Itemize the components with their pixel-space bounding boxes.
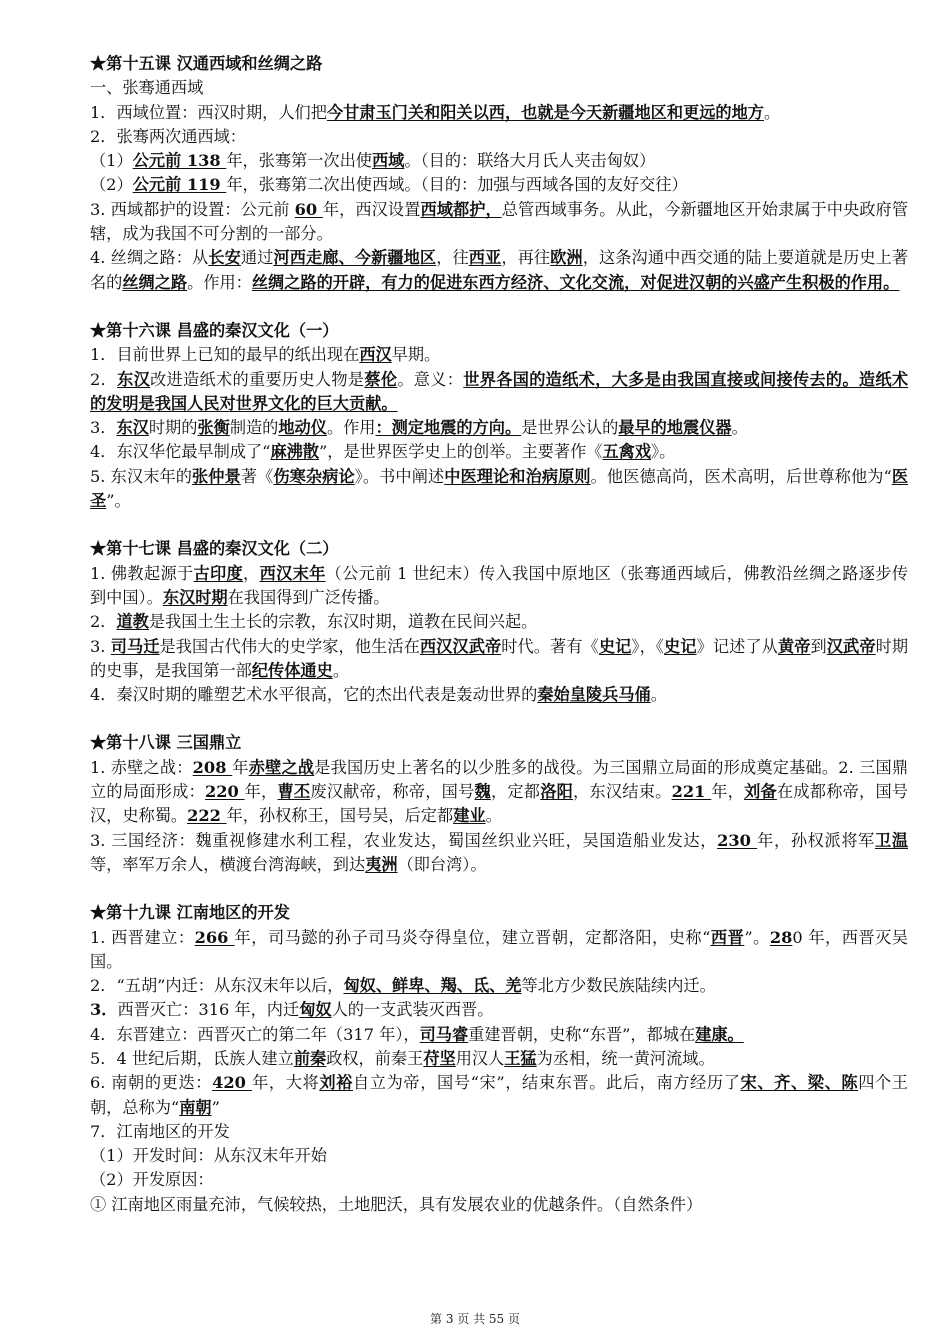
key-term: 卫温 — [874, 830, 909, 850]
paragraph — [90, 635, 908, 684]
text-run: 等，率军万余人，横渡台湾海峡，到达 — [90, 854, 366, 874]
key-term: 今甘肃玉门关和阳关以西，也就是今天新疆地区和更远的地方 — [326, 102, 764, 122]
text-run: 年，大将 — [252, 1073, 320, 1093]
key-term: 东汉时期 — [162, 587, 228, 607]
text-run: 3. 三国经济：魏重视修建水利工程，农业发达，蜀国丝织业兴旺，吴国造船业发达， — [90, 830, 718, 850]
key-term: 司马迁 — [110, 636, 160, 656]
page-footer: 第 3 页 共 55 页 — [430, 1312, 520, 1326]
text-run: 时代。著有《 — [501, 636, 599, 656]
text-run: 》。书中阐述 — [354, 466, 445, 486]
key-term: 五禽戏 — [602, 442, 652, 462]
key-term: 赤壁之战 — [248, 757, 315, 777]
paragraph — [90, 998, 908, 1022]
text-run: 废汉献帝，称帝，国号 — [310, 782, 475, 802]
text-run: 等北方少数民族陆续内迁。 — [521, 976, 716, 996]
text-run: 。作用： — [187, 272, 252, 292]
key-term: 欧洲 — [550, 248, 583, 268]
lesson-heading — [90, 537, 908, 561]
paragraph — [90, 465, 908, 514]
key-term: 西汉末年 — [259, 563, 326, 583]
key-term: 长安 — [208, 248, 241, 268]
lesson-heading — [90, 731, 908, 755]
key-term: 地动仪 — [278, 418, 327, 438]
text-run: 年，张骞第一次出使 — [226, 151, 372, 171]
key-term: 230 — [717, 830, 758, 850]
key-term: 建业 — [453, 806, 486, 826]
text-run: 时期的史事，是我国第一部 — [90, 636, 909, 680]
text-run: ”。 — [106, 491, 131, 511]
key-term: 宋、齐、梁、陈 — [740, 1073, 859, 1093]
text-run: 在成都称帝，国号汉，史称蜀。 — [90, 782, 909, 826]
text-run: 4. 丝绸之路：从 — [90, 248, 209, 268]
text-run: 》记述了从 — [696, 636, 778, 656]
paragraph — [90, 562, 908, 611]
key-term: 匈奴、鲜卑、羯、氐、羌 — [343, 976, 522, 996]
text-run: 。 — [332, 660, 349, 680]
key-term: 西域 — [372, 151, 405, 171]
text-run: 年，孙权派将军 — [757, 830, 875, 850]
text-run: （即台湾）。 — [397, 854, 487, 874]
key-term: 东汉 — [117, 369, 151, 389]
paragraph — [90, 1047, 908, 1071]
text-run: 四个王朝，总称为“ — [90, 1073, 908, 1117]
text-run: 著《 — [240, 466, 274, 486]
text-run: 7．江南地区的开发 — [90, 1121, 230, 1141]
text-run: 1. 佛教起源于 — [90, 563, 194, 583]
key-term: 西汉 — [359, 345, 392, 365]
text-run: 用汉人 — [455, 1048, 505, 1068]
document-page — [90, 52, 908, 1217]
text-run: 。 — [764, 102, 781, 122]
text-run: 2． — [90, 369, 118, 389]
text-run: 一、张骞通西域 — [90, 78, 204, 98]
paragraph — [90, 76, 908, 100]
paragraph — [90, 416, 908, 440]
text-run: 重建晋朝，史称“东晋”，都城在 — [468, 1024, 696, 1044]
text-run: 6. 南朝的更迭： — [90, 1073, 213, 1093]
key-term: 魏 — [474, 782, 491, 802]
key-term: 前秦 — [293, 1048, 327, 1068]
text-run: 为丞相，统一黄河流域。 — [536, 1048, 715, 1068]
paragraph — [90, 343, 908, 367]
key-term: 420 — [212, 1073, 253, 1093]
paragraph — [90, 149, 908, 173]
key-term: 220 — [204, 782, 245, 802]
paragraph — [90, 756, 908, 829]
key-term: 苻坚 — [423, 1048, 456, 1068]
key-term: 麻沸散 — [270, 442, 320, 462]
text-run: ，定都 — [490, 782, 541, 802]
key-term: 医圣 — [90, 466, 909, 511]
text-run: 。 — [731, 418, 748, 438]
text-run: 是我国历史上著名的以少胜多的战役。为三国鼎立局面的形成奠定基础。2. 三国鼎立的局面形成： — [90, 757, 909, 802]
text-run: 在我国得到广泛传播。 — [227, 587, 390, 607]
key-term: 黄帝 — [777, 636, 811, 656]
section-spacer — [90, 513, 908, 537]
paragraph — [90, 125, 908, 149]
key-term: 南朝 — [179, 1097, 212, 1117]
text-run: 2． — [90, 612, 117, 632]
text-run: 年 — [232, 757, 249, 777]
text-run: 年，张骞第二次出使西域。（目的：加强与西域各国的友好交往） — [226, 175, 688, 195]
text-run: 1．目前世界上已知的最早的纸出现在 — [90, 345, 360, 365]
text-run: ① 江南地区雨量充沛，气候较热，土地肥沃，具有发展农业的优越条件。（自然条件） — [90, 1194, 703, 1214]
key-term: 60 — [294, 199, 323, 219]
key-term: 道教 — [116, 612, 149, 632]
key-term: 西晋 — [710, 927, 745, 947]
text-run: ， — [243, 563, 260, 583]
paragraph — [90, 926, 908, 975]
text-run: 1. 赤壁之战： — [90, 757, 193, 777]
text-run: （2） — [90, 175, 133, 195]
text-run: 3． — [90, 418, 117, 438]
text-run: 是世界公认的 — [521, 418, 619, 438]
text-run: 。作用 — [326, 418, 376, 438]
key-term: 266 — [194, 927, 235, 947]
paragraph — [90, 1023, 908, 1047]
text-run: ★第十五课 汉通西域和丝绸之路 — [90, 54, 323, 73]
key-term: 公元前 119 — [132, 175, 227, 195]
text-run: 通过 — [240, 248, 274, 268]
key-term: 中医理论和治病原则 — [444, 466, 591, 486]
key-term: 刘备 — [744, 782, 777, 802]
text-run: 》，《 — [631, 636, 665, 656]
text-run: 5. 东汉末年的 — [90, 466, 193, 486]
text-run: 制造的 — [229, 418, 279, 438]
text-run: 时期的 — [148, 418, 198, 438]
text-run: 1．西域位置：西汉时期，人们把 — [90, 102, 327, 122]
key-term: 丝绸之路的开辟，有力的促进东西方经济、文化交流，对促进汉朝的兴盛产生积极的作用。 — [251, 272, 900, 292]
key-term: 张仲景 — [192, 466, 241, 486]
text-run: 年， — [711, 782, 745, 802]
lesson-heading — [90, 52, 908, 76]
lesson-heading — [90, 319, 908, 343]
key-term: 洛阳 — [540, 782, 574, 802]
paragraph — [90, 1120, 908, 1144]
text-run: 。 — [485, 806, 502, 826]
key-term: ：测定地震的方向。 — [375, 418, 522, 438]
text-run: ，东汉结束。 — [573, 782, 672, 802]
key-term: 222 — [187, 806, 227, 826]
text-run: 。 — [650, 685, 667, 705]
text-run: 3. 西域都护的设置：公元前 — [90, 199, 295, 219]
text-run: 政权，前秦王 — [326, 1048, 424, 1068]
text-run: 4．东汉华佗最早制成了“ — [90, 442, 271, 462]
key-term: 史记 — [664, 636, 697, 656]
text-run: ” — [211, 1097, 220, 1117]
text-run: 2．张骞两次通西域： — [90, 126, 246, 146]
paragraph — [90, 101, 908, 125]
key-term: 纪传体通史 — [251, 660, 333, 680]
paragraph — [90, 974, 908, 998]
key-term: 夷洲 — [365, 854, 398, 874]
text-run: ★第十八课 三国鼎立 — [90, 733, 242, 753]
text-run: 人的一支武装灭西晋。 — [331, 1000, 494, 1020]
text-run: ”。 — [744, 927, 770, 947]
paragraph — [90, 683, 908, 707]
text-run: ★第十七课 昌盛的秦汉文化（二） — [90, 539, 339, 559]
text-run: 到 — [810, 636, 827, 656]
paragraph — [90, 173, 908, 197]
text-run: 总管西域事务。从此，今新疆地区开始隶属于中央政府管辖，成为我国不可分割的一部分。 — [90, 199, 909, 244]
text-run: 4．秦汉时期的雕塑艺术水平很高，它的杰出代表是轰动世界的 — [90, 685, 538, 705]
paragraph — [90, 1071, 908, 1120]
text-run: 0 年，西晋灭吴国。 — [90, 927, 908, 971]
text-run: 。他医德高尚，医术高明，后世尊称他为“ — [590, 466, 892, 486]
text-run: ，往 — [436, 248, 469, 268]
key-term: 匈奴 — [299, 1000, 332, 1020]
section-spacer — [90, 707, 908, 731]
key-term: 秦始皇陵兵马俑 — [537, 685, 651, 705]
key-term: 西域都护， — [420, 199, 502, 219]
text-run: （公元前 1 世纪末）传入我国中原地区（张骞通西域后，佛教沿丝绸之路逐步传到中国）。 — [90, 563, 909, 607]
text-run: 西晋灭亡：316 年，内迁 — [117, 1000, 300, 1020]
key-term: 蔡伦 — [364, 369, 398, 389]
text-run: 年，孙权称王，国号吴，后定都 — [226, 806, 454, 826]
paragraph — [90, 829, 908, 878]
section-spacer — [90, 877, 908, 901]
key-term: 世界各国的造纸术，大多是由我国直接或间接传去的。造纸术的发明是我国人民对世界文化的巨大贡献。 — [90, 369, 909, 413]
text-run: 是我国古代伟大的史学家，他生活在 — [159, 636, 420, 656]
text-run: 年，西汉设置 — [322, 199, 421, 219]
text-run: 自立为帝，国号“宋”，结束东晋。此后，南方经历了 — [352, 1073, 741, 1093]
text-run: 2．“五胡”内迁：从东汉末年以后， — [90, 976, 344, 996]
key-term: 伤寒杂病论 — [273, 466, 355, 486]
paragraph — [90, 368, 908, 417]
text-run: 改进造纸术的重要历史人物是 — [150, 369, 365, 389]
key-term: 张衡 — [197, 418, 230, 438]
paragraph — [90, 198, 908, 247]
text-run: ”，是世界医学史上的创举。主要著作《 — [319, 442, 603, 462]
key-term: 西汉汉武帝 — [419, 636, 502, 656]
key-term: 221 — [671, 782, 712, 802]
paragraph — [90, 1168, 908, 1192]
paragraph — [90, 1193, 908, 1217]
text-run: ，再往 — [501, 248, 551, 268]
text-run: ★第十九课 江南地区的开发 — [90, 903, 290, 923]
text-run: 3. — [90, 636, 111, 656]
text-run: 。意义： — [397, 369, 464, 389]
text-run: 是我国土生土长的宗教，东汉时期，道教在民间兴起。 — [148, 612, 538, 632]
text-run: 4．东晋建立：西晋灭亡的第二年（317 年）， — [90, 1024, 420, 1044]
key-term: 最早的地震仪器 — [618, 418, 732, 438]
key-term: 东汉 — [116, 418, 149, 438]
key-term: 丝绸之路 — [122, 272, 188, 292]
paragraph — [90, 440, 908, 464]
key-term: 史记 — [598, 636, 632, 656]
section-spacer — [90, 295, 908, 319]
key-term: 208 — [192, 757, 233, 777]
text-run: （1） — [90, 151, 133, 171]
text-run: （1）开发时间：从东汉末年开始 — [90, 1146, 327, 1166]
paragraph — [90, 610, 908, 634]
text-run: 早期。 — [391, 345, 441, 365]
lesson-heading — [90, 901, 908, 925]
text-run: 。（目的：联络大月氏人夹击匈奴） — [404, 151, 656, 171]
key-term: 河西走廊、今新疆地区 — [273, 248, 437, 268]
key-term: 古印度 — [193, 563, 244, 583]
key-term: 曹丕 — [277, 782, 311, 802]
paragraph — [90, 246, 908, 295]
text-run: ，这条沟通中西交通的陆上要道就是历史上著名的 — [90, 248, 909, 292]
text-run: 》。 — [651, 442, 676, 462]
key-term: 建康。 — [695, 1024, 744, 1044]
text-run: ★第十六课 昌盛的秦汉文化（一） — [90, 320, 339, 340]
key-term: 王猛 — [504, 1048, 537, 1068]
text-run: 年， — [244, 782, 278, 802]
text-run: （2）开发原因： — [90, 1170, 214, 1190]
key-term: 公元前 138 — [132, 151, 227, 171]
key-term: 刘裕 — [319, 1073, 353, 1093]
key-term: 西亚 — [468, 248, 502, 268]
paragraph — [90, 1144, 908, 1168]
key-term: 28 — [769, 927, 793, 947]
key-term: 司马睿 — [419, 1024, 469, 1044]
text-run: 1. 西晋建立： — [90, 927, 195, 947]
text-run: 5．4 世纪后期，氐族人建立 — [90, 1048, 294, 1068]
text-run: 年，司马懿的孙子司马炎夺得皇位，建立晋朝，定都洛阳，史称“ — [234, 927, 711, 947]
text-run: 3． — [90, 1000, 118, 1020]
key-term: 汉武帝 — [826, 636, 876, 656]
